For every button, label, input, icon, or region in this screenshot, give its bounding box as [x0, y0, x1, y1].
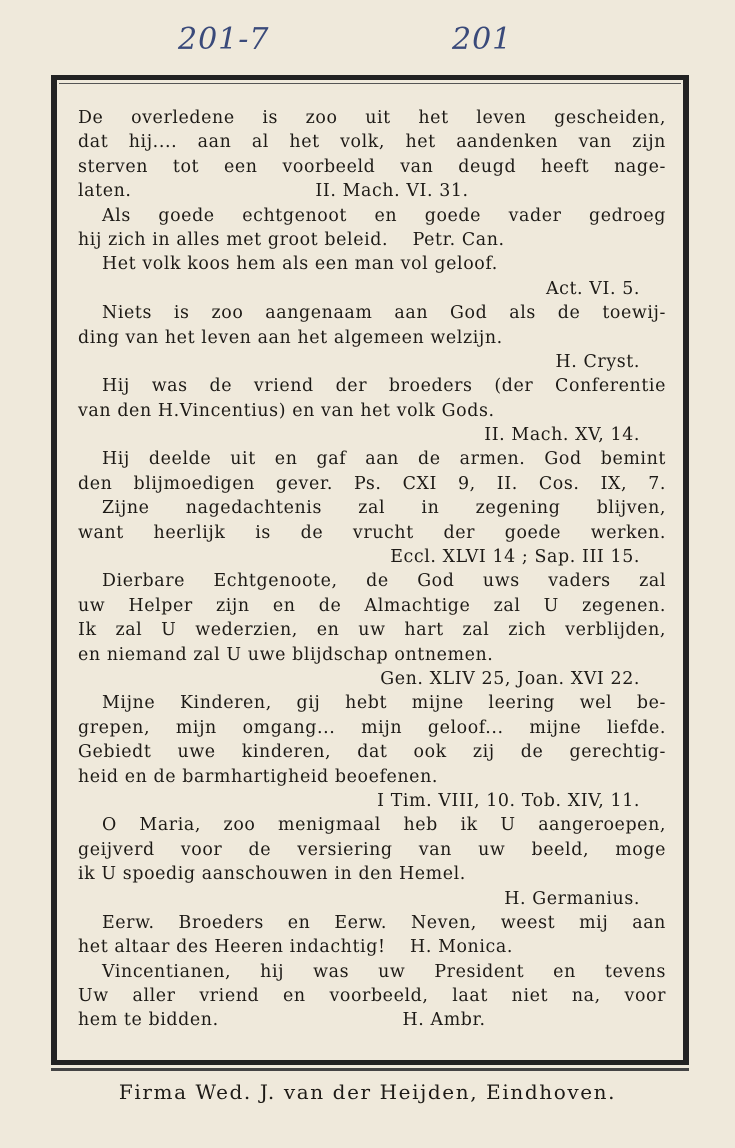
text-line: en niemand zal U uwe blijdschap ontnemen.	[78, 644, 494, 665]
text-line: ik U spoedig aanschouwen in den Hemel.	[78, 864, 466, 885]
text-line: Mijne Kinderen, gij hebt mijne leering wel be-	[102, 693, 666, 714]
text-line: Dierbare Echtgenoote, de God uws vaders zal	[102, 571, 666, 592]
text-line: grepen, mijn omgang... mijn geloof... mijne liefde.	[78, 717, 666, 738]
text-line: Niets is zoo aangenaam aan God als de toewij-	[102, 303, 666, 324]
handwritten-annotation-left: 201-7	[178, 22, 270, 57]
citation: H. Cryst.	[555, 351, 640, 372]
text-line: den blijmoedigen gever. Ps. CXI 9, II. Cos. IX, 7.	[78, 473, 666, 494]
text-line: Ik zal U wederzien, en uw hart zal zich verblijden,	[78, 620, 666, 641]
text-line: Als goede echtgenoot en goede vader gedroeg	[102, 205, 666, 226]
text-line: Hij was de vriend der broeders (der Conferentie	[102, 376, 666, 397]
footer-rule	[51, 1068, 689, 1071]
text-line: hem te bidden. H. Ambr.	[78, 1010, 486, 1031]
handwritten-annotation-right: 201	[452, 22, 513, 57]
text-line: het altaar des Heeren indachtig! H. Monica.	[78, 937, 513, 958]
text-line: De overledene is zoo uit het leven gescheiden,	[78, 108, 666, 128]
text-line: sterven tot een voorbeeld van deugd heeft nage-	[78, 156, 666, 177]
text-line: Gebiedt uwe kinderen, dat ook zij de gerechtig-	[78, 742, 666, 763]
citation: II. Mach. XV, 14.	[484, 425, 640, 446]
text-line: hij zich in alles met groot beleid. Petr. Can.	[78, 229, 505, 250]
text-line: van den H.Vincentius) en van het volk Gods.	[78, 400, 495, 421]
text-line: ding van het leven aan het algemeen welzijn.	[78, 327, 503, 348]
text-line: O Maria, zoo menigmaal heb ik U aangeroepen,	[102, 815, 666, 836]
citation: Act. VI. 5.	[545, 278, 640, 299]
text-line: Uw aller vriend en voorbeeld, laat niet na, voor	[78, 986, 666, 1007]
text-line: Vincentianen, hij was uw President en tevens	[102, 961, 666, 982]
citation: Eccl. XLVI 14 ; Sap. III 15.	[390, 547, 640, 568]
printer-footer: Firma Wed. J. van der Heijden, Eindhoven.	[118, 1080, 617, 1104]
text-line: Eerw. Broeders en Eerw. Neven, weest mij aan	[102, 912, 666, 933]
frame-inner-rule	[59, 83, 681, 86]
text-line: geijverd voor de versiering van uw beeld, moge	[78, 839, 666, 860]
text-line: Het volk koos hem als een man vol geloof.	[102, 254, 498, 275]
text-line: Zijne nagedachtenis zal in zegening blijven,	[102, 498, 666, 519]
citation: I Tim. VIII, 10. Tob. XIV, 11.	[377, 790, 640, 811]
text-line: Hij deelde uit en gaf aan de armen. God bemint	[102, 449, 666, 470]
text-line: uw Helper zijn en de Almachtige zal U zegenen.	[78, 595, 666, 616]
citation: Gen. XLIV 25, Joan. XVI 22.	[380, 668, 640, 689]
memorial-text	[78, 106, 666, 1033]
citation: H. Germanius.	[504, 888, 640, 909]
text-line: heid en de barmhartigheid beoefenen.	[78, 766, 439, 787]
text-line: laten. II. Mach. VI. 31.	[78, 181, 469, 202]
text-line: want heerlijk is de vrucht der goede werken.	[78, 522, 666, 543]
text-line: dat hij.... aan al het volk, het aandenken van zijn	[78, 132, 666, 153]
